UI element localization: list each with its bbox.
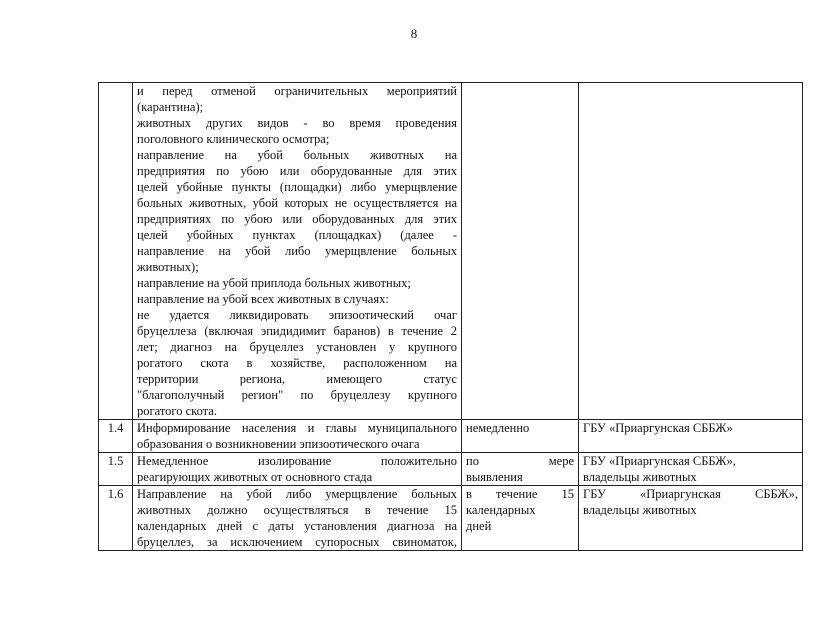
measure-line: направление на убой приплода больных животных; xyxy=(137,276,411,290)
measure-line: не удается ликвидировать эпизоотический очаг xyxy=(137,308,457,322)
term-line: немедленно xyxy=(466,421,530,435)
measure-line: предприятия по убою или оборудованные для этих xyxy=(137,164,457,178)
table-row xyxy=(99,486,803,551)
measure-line: целей убойные пункты (площадки) либо умерщвление xyxy=(137,180,457,194)
measure-line: Информирование населения и главы муниципального xyxy=(137,421,457,435)
measure-line: направление на убой всех животных в случаях: xyxy=(137,292,389,306)
responsible-cell xyxy=(579,486,803,551)
page-number: 8 xyxy=(410,26,418,41)
measure-line: "благополучный регион" по бруцеллезу крупного xyxy=(137,388,457,402)
measure-line: больных животных, убой которых не осуществляется на xyxy=(137,196,457,210)
responsible-line: владельцы животных xyxy=(583,470,697,484)
measure-line: и перед отменой ограничительных мероприятий xyxy=(137,84,457,98)
term-line: дней xyxy=(466,519,492,533)
measure-line: целей убойных пунктах (площадках) (далее - xyxy=(137,228,457,242)
measure-line: животных других видов - во время проведения xyxy=(137,116,457,130)
measure-line: лет; диагноз на бруцеллез установлен у крупного xyxy=(137,340,457,354)
row-number-cell: 1.6 xyxy=(99,486,133,551)
term-line: календарных xyxy=(466,503,536,517)
table-row xyxy=(99,453,803,486)
measure-cell xyxy=(133,486,462,551)
measure-line: календарных дней с даты установления диагноза на xyxy=(137,519,457,533)
row-number-cell: 1.4 xyxy=(99,420,133,453)
measure-line: направление на убой больных животных на xyxy=(137,148,457,162)
table-row xyxy=(99,420,803,453)
measure-line: (карантина); xyxy=(137,100,204,114)
row-number-cell xyxy=(99,83,133,420)
measure-line: бруцеллеза (включая эпидидимит баранов) в течение 2 xyxy=(137,324,457,338)
measure-line: рогатого скота в хозяйстве, расположенном на xyxy=(137,356,457,370)
term-cell xyxy=(462,486,579,551)
measure-line: направление на убой либо умерщвление больных xyxy=(137,244,457,258)
measure-line: рогатого скота. xyxy=(137,404,217,418)
row-number-cell: 1.5 xyxy=(99,453,133,486)
term-line: по мере xyxy=(466,454,574,468)
measure-cell xyxy=(133,453,462,486)
measure-line: территории региона, имеющего статус xyxy=(137,372,457,386)
measure-line: животных); xyxy=(137,260,199,274)
measure-line: бруцеллез, за исключением супоросных свиноматок, xyxy=(137,535,457,549)
responsible-cell xyxy=(579,83,803,420)
measure-line: животных должно осуществляться в течение 15 xyxy=(137,503,457,517)
measure-line: Направление на убой либо умерщвление больных xyxy=(137,487,457,501)
responsible-line: ГБУ «Приаргунская СББЖ», xyxy=(583,487,798,501)
term-cell xyxy=(462,83,579,420)
measure-cell xyxy=(133,83,462,420)
responsible-cell xyxy=(579,453,803,486)
measure-cell xyxy=(133,420,462,453)
measure-line: Немедленное изолирование положительно xyxy=(137,454,457,468)
term-line: выявления xyxy=(466,470,523,484)
measure-line: предприятиях по убою или оборудованных для этих xyxy=(137,212,457,226)
measure-line: образования о возникновении эпизоотического очага xyxy=(137,437,420,451)
responsible-line: ГБУ «Приаргунская СББЖ», xyxy=(583,454,736,468)
measure-line: реагирующих животных от основного стада xyxy=(137,470,373,484)
responsible-cell xyxy=(579,420,803,453)
measure-line: поголовного клинического осмотра; xyxy=(137,132,330,146)
term-line: в течение 15 xyxy=(466,487,574,501)
table-row xyxy=(99,83,803,420)
responsible-line: ГБУ «Приаргунская СББЖ» xyxy=(583,421,733,435)
measures-table xyxy=(98,82,803,551)
responsible-line: владельцы животных xyxy=(583,503,697,517)
term-cell xyxy=(462,420,579,453)
term-cell xyxy=(462,453,579,486)
